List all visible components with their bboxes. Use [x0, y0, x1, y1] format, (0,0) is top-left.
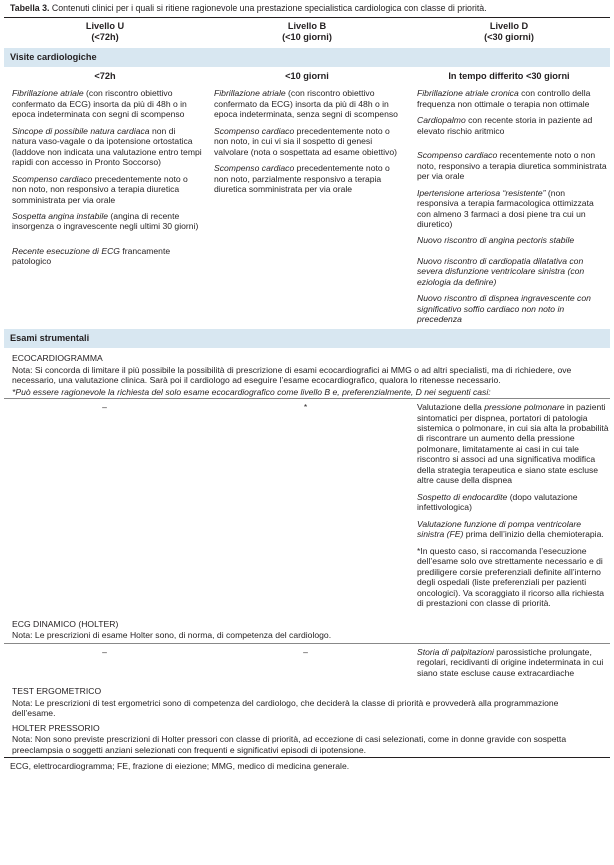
item-term: Nuovo riscontro di cardiopatia dilatativa con severa disfunzione ventricolare sinistra (con eziologia da definire)	[417, 255, 585, 287]
item-term: Sincope di possibile natura cardiaca	[12, 125, 150, 136]
item-term: Recente esecuzione di ECG	[12, 245, 120, 256]
item-term: Storia di palpitazioni	[417, 646, 494, 657]
visite-grid	[4, 88, 610, 327]
item-desc: con recente storia in paziente ad elevato rischio aritmico	[417, 115, 593, 136]
eco-block	[4, 353, 610, 397]
item-term: Scompenso cardiaco	[12, 173, 93, 184]
item-desc: (non responsiva a terapia farmacologica ottimizzata con almeno 3 farmaci a dosi piene tra cui un diuretico)	[417, 187, 594, 229]
item-desc: parossistiche prolungate, regolari, recidivanti di origine indeterminata in cui siano state escluse cause extracardiache	[417, 646, 604, 678]
visite-u-item	[12, 126, 202, 168]
item-term: Fibrillazione atriale	[12, 88, 84, 99]
item-desc: *In questo caso, si raccomanda l’esecuzione dell’esame solo ove strettamente necessario e di prediligere corsie preferenziali definite all’interno degli ospedali (liste preferenziali per pazienti oncologici). Va scoraggiato il ricorso alla richiesta di prestazioni con classe di priorità.	[417, 545, 605, 609]
pressorio-note: Nota: Non sono previste prescrizioni di Holter pressori con classe di priorità, ad eccezione di casi selezionati, come in donne gravide con sospetta preeclampsia o soggetti anziani selezionati con frequenti e significativi episodi di ipotensione.	[12, 734, 567, 755]
item-desc: precedentemente noto o non noto, parzialmente responsivo a terapia diuretica somministrata per via orale	[214, 163, 390, 195]
eco-row	[4, 402, 610, 615]
holter-note: Nota: Le prescrizioni di esame Holter sono, di norma, di competenza del cardiologo.	[12, 630, 332, 641]
item-prefix: Valutazione della	[417, 402, 485, 413]
visite-u-item	[12, 211, 202, 232]
visite-u-item	[12, 174, 202, 205]
visite-col-u	[4, 88, 205, 327]
visite-sub-u: <72h	[94, 70, 116, 81]
visite-col-d	[406, 88, 610, 327]
eco-divider	[4, 398, 610, 399]
item-desc: (angina di recente insorgenza o ingravescente negli ultimi 30 giorni)	[12, 211, 199, 232]
item-term: Sospetto di endocardite	[417, 491, 508, 502]
visite-u-item	[12, 246, 202, 267]
visite-b-item	[214, 88, 403, 119]
page	[4, 0, 610, 772]
eco-d-item	[417, 519, 610, 540]
item-desc: prima dell’inizio della chemioterapia.	[463, 529, 604, 540]
test-block	[4, 686, 610, 718]
item-desc: in pazienti sintomatici per dispnea, portatori di patologia sistemica o polmonare, in cui sia alta la probabilità di riscontrare un aumento della pressione polmonare, limitatamente ai casi in cui tale riscontro si associ ad una significativa modifica della strategia terapeutica e siano state escluse altre cause della dispnea	[417, 402, 609, 486]
pressorio-title: HOLTER PRESSORIO	[12, 722, 100, 733]
item-desc: (con riscontro obiettivo confermato da ECG) insorta da più di 48h o in epoca indeterminata con segni di scompenso	[12, 88, 187, 120]
item-term: Sospetta angina instabile	[12, 211, 109, 221]
pressorio-block	[4, 723, 610, 755]
header-livello-b	[206, 21, 408, 44]
item-desc: precedentemente noto o non noto, in cui vi sia il sospetto di genesi valvolare (nota o sospettata ad esame obiettivo)	[214, 125, 397, 157]
visite-d-item	[417, 293, 607, 324]
visite-b-item	[214, 163, 403, 194]
item-desc: francamente patologico	[12, 245, 171, 267]
holter-u-cell: –	[102, 646, 107, 657]
holter-d-cell	[406, 647, 610, 680]
item-term: Cardiopalmo	[417, 115, 466, 126]
item-term: Scompenso cardiaco	[417, 150, 498, 161]
eco-note: Nota: Si concorda di limitare il più possibile la possibilità di prescrizione di esami ecocardiografici ai MMG o ad altri specialisti, ma di richiedere, ove necessario, una valutazione clinica. Sarà poi il cardiologo ad eseguire l’esame ecocardiografico, qualora lo ritenesse necessario.	[12, 364, 572, 386]
eco-d-cell	[406, 402, 610, 615]
section-esami-strumentali: Esami strumentali	[4, 329, 610, 348]
visite-d-item	[417, 188, 607, 230]
header-livello-d-title: Livello D	[489, 20, 529, 31]
visite-u-item	[12, 88, 202, 119]
item-desc: precedentemente noto o non noto, non responsivo a terapia diuretica somministrata per via orale	[12, 173, 188, 205]
visite-sub-d: In tempo differito <30 giorni	[448, 70, 570, 81]
holter-divider	[4, 643, 610, 644]
header-livello-b-title: Livello B	[287, 20, 327, 31]
section-visite-cardiologiche: Visite cardiologiche	[4, 48, 610, 67]
holter-d-item	[417, 647, 610, 678]
visite-d-item	[417, 150, 607, 181]
item-term: Fibrillazione atriale	[214, 88, 286, 99]
eco-d-item	[417, 492, 610, 513]
item-term: Fibrillazione atriale cronica	[417, 88, 519, 99]
table-caption	[10, 3, 610, 14]
item-term: Scompenso cardiaco	[214, 125, 295, 136]
header-livello-d-range: (<30 giorni)	[484, 32, 534, 43]
table-header	[4, 18, 610, 48]
item-desc: con controllo della frequenza non ottimale o terapia non ottimale	[417, 88, 591, 109]
header-livello-u-range: (<72h)	[91, 32, 119, 43]
eco-d-item	[417, 546, 610, 609]
holter-block	[4, 619, 610, 641]
header-livello-d	[408, 21, 610, 44]
item-term: Ipertensione arteriosa “resistente”	[417, 187, 546, 198]
visite-d-item	[417, 235, 607, 245]
visite-b-item	[214, 126, 403, 157]
item-term: Valutazione funzione di pompa ventricolare sinistra (FE)	[417, 518, 582, 540]
item-desc: (con riscontro obiettivo confermato da ECG) insorta da più di 48h o in epoca indeterminata, senza segni di scompenso	[214, 88, 398, 120]
item-term: pressione polmonare	[484, 402, 565, 413]
test-note: Nota: Le prescrizioni di test ergometrici sono di competenza del cardiologo, che deciderà la classe di priorità e provvederà alla programmazione dell’esame.	[12, 697, 559, 719]
item-desc: (dopo valutazione infettivologica)	[417, 491, 578, 513]
item-desc: recentemente noto o non noto, responsivo a terapia diuretica somministrata per via orale	[417, 150, 607, 182]
eco-title: ECOCARDIOGRAMMA	[12, 353, 103, 364]
header-livello-b-range: (<10 giorni)	[282, 32, 332, 43]
visite-subheader	[4, 67, 610, 88]
caption-text: Contenuti clinici per i quali si ritiene ragionevole una prestazione specialistica cardiologica con classe di priorità.	[51, 3, 487, 13]
visite-d-item	[417, 256, 607, 287]
eco-note-2: *Può essere ragionevole la richiesta del solo esame ecocardiografico come livello B e, preferenzialmente, D nei seguenti casi:	[12, 386, 491, 397]
visite-sub-b: <10 giorni	[285, 70, 329, 81]
eco-u-cell: –	[102, 402, 107, 413]
holter-title: ECG DINAMICO (HOLTER)	[12, 618, 119, 629]
header-livello-u-title: Livello U	[85, 20, 125, 31]
visite-d-item	[417, 115, 607, 136]
eco-d-item	[417, 402, 610, 486]
test-title: TEST ERGOMETRICO	[12, 686, 102, 697]
holter-row	[4, 647, 610, 680]
item-term: Scompenso cardiaco	[214, 163, 295, 174]
item-term: Nuovo riscontro di dispnea ingravescente con significativo soffio cardiaco non noto in precedenza	[417, 293, 591, 325]
item-desc: non di natura vaso-vagale o da ipotensione ortostatica (laddove non indicata una valutazione entro tempi rapidi con accesso in Pronto Soccorso)	[12, 125, 202, 168]
visite-col-b	[205, 88, 406, 327]
caption-label: Tabella 3.	[10, 3, 50, 13]
item-term: Nuovo riscontro di angina pectoris stabile	[417, 235, 575, 246]
holter-b-cell: –	[303, 646, 308, 657]
visite-d-item	[417, 88, 607, 109]
header-livello-u	[4, 21, 206, 44]
footnote: ECG, elettrocardiogramma; FE, frazione di eiezione; MMG, medico di medicina generale.	[10, 761, 350, 772]
eco-b-cell: *	[303, 402, 308, 413]
